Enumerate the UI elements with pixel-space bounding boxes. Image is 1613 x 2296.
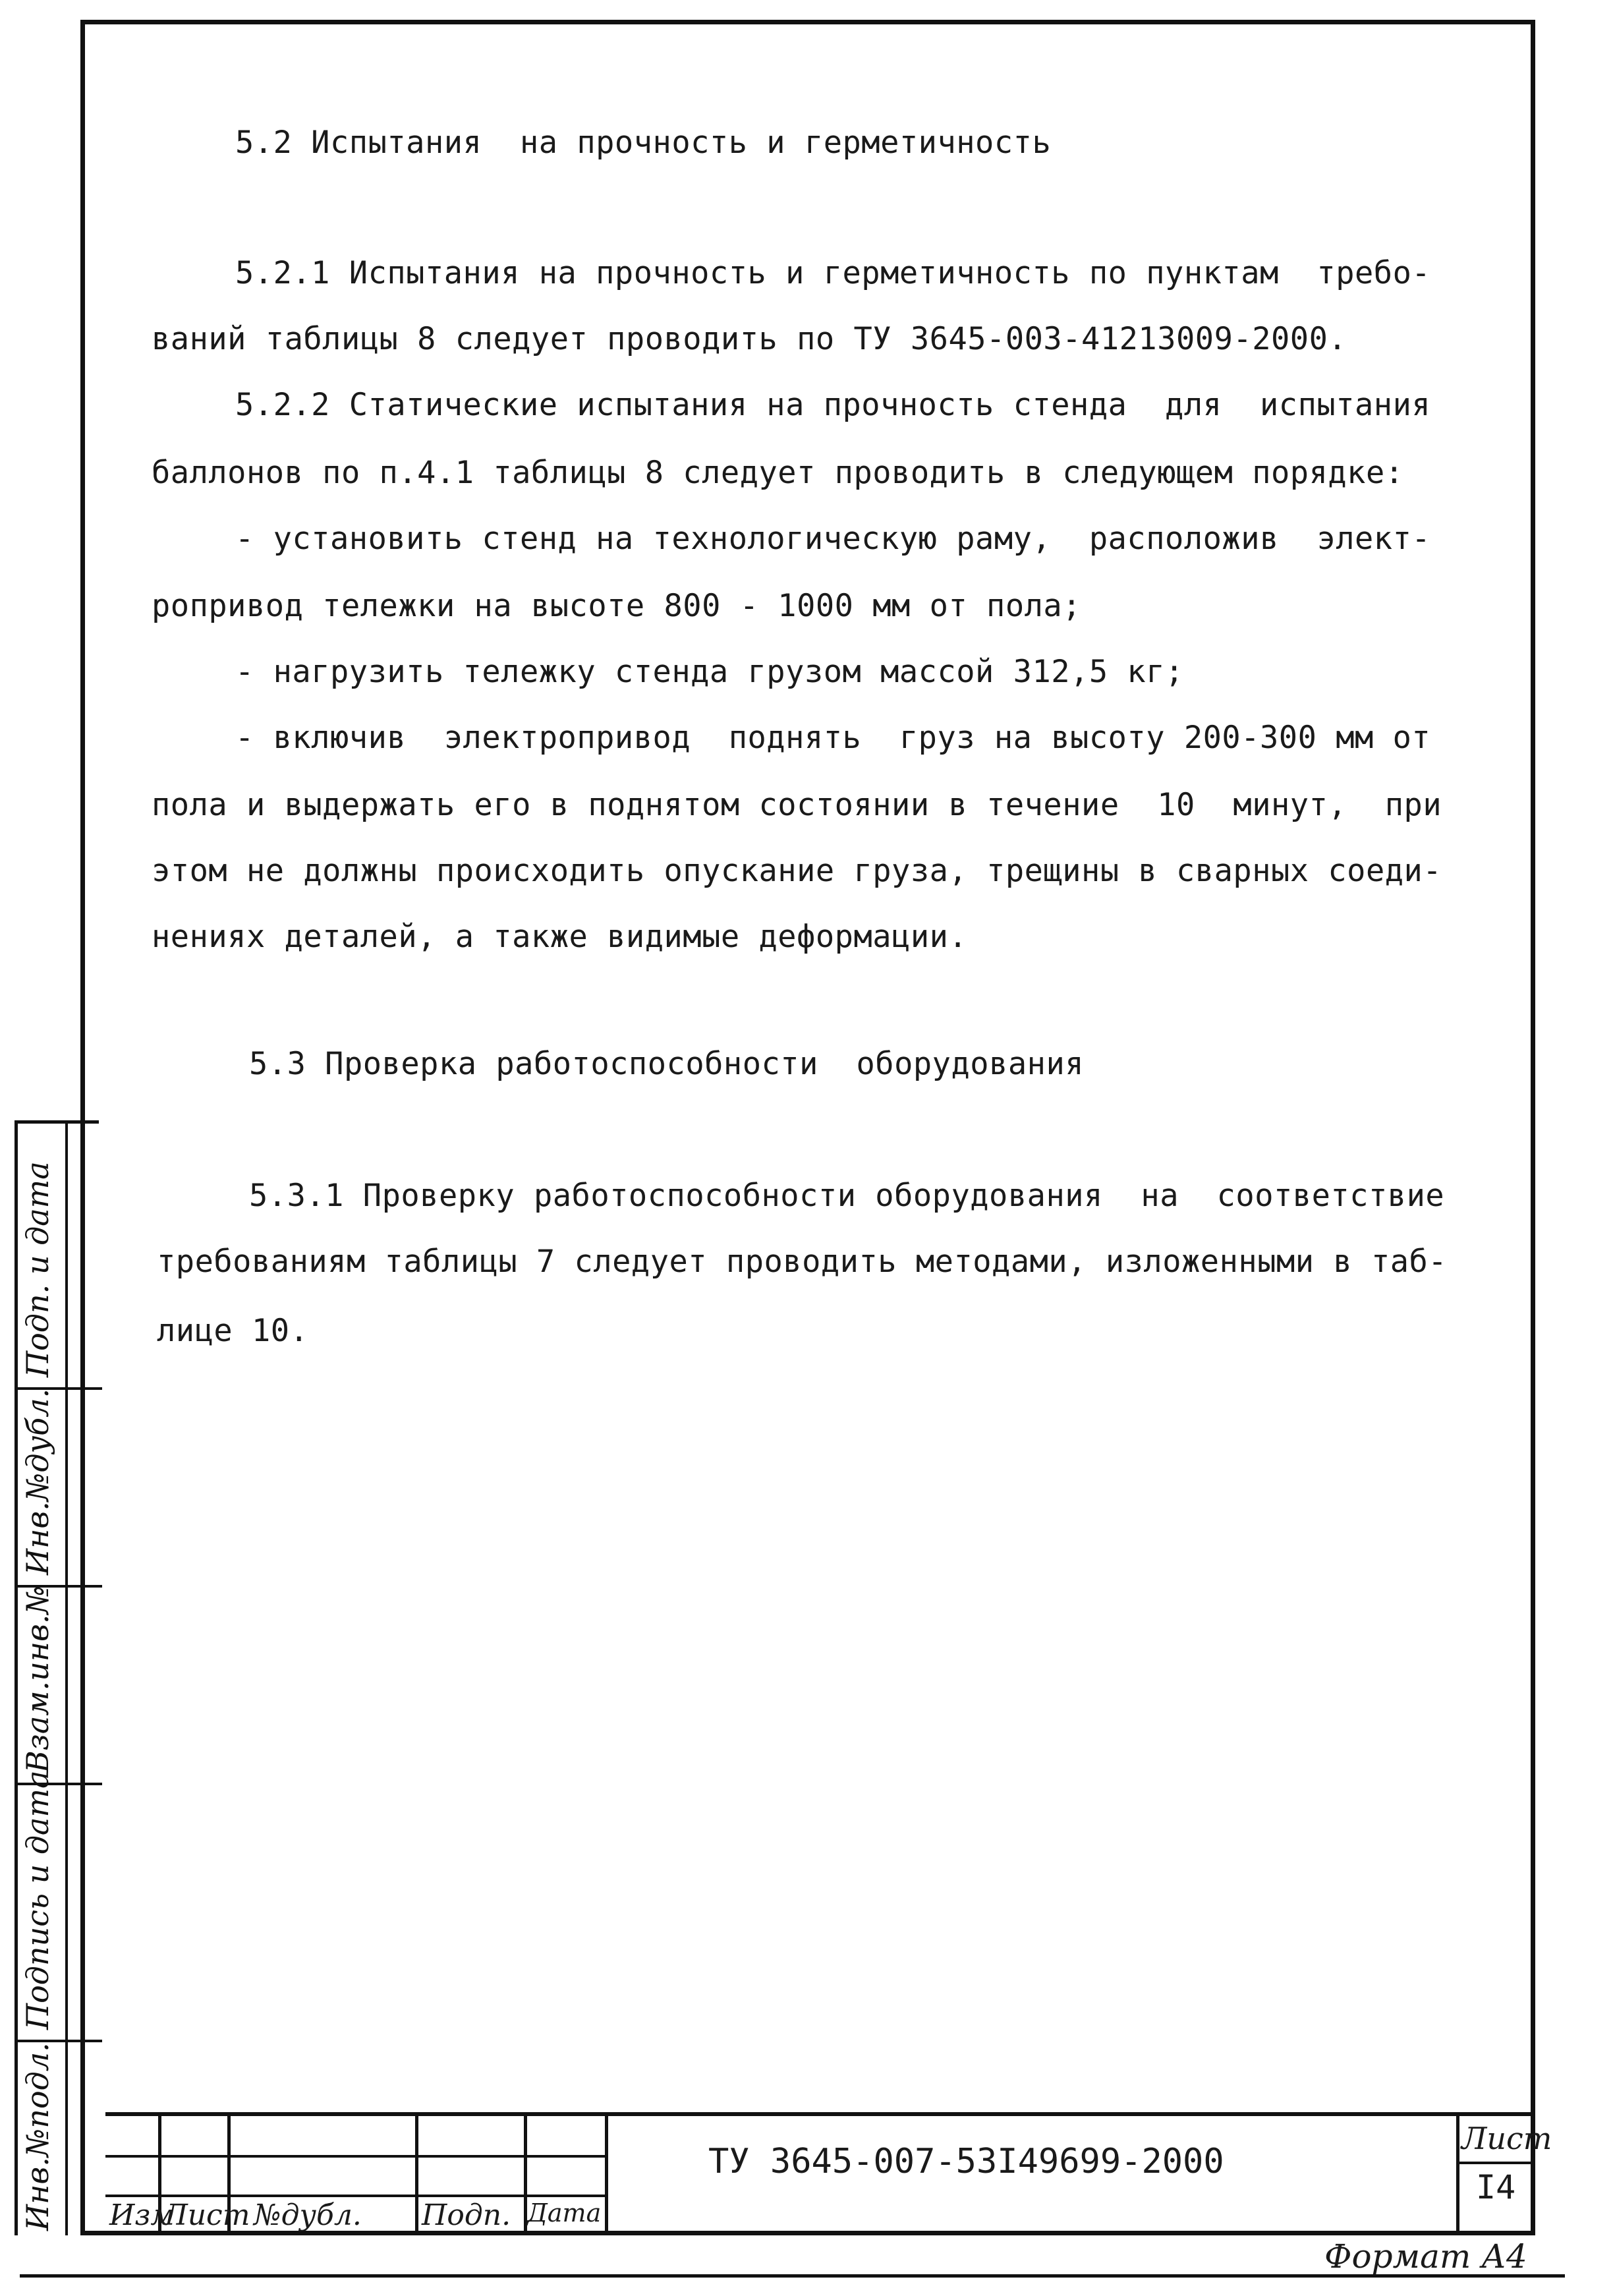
paragraph-5-2-2-line-2: баллонов по п.4.1 таблицы 8 следует проводить в следующем порядке:	[152, 455, 1404, 491]
side-label-vzam-inv: Взам.инв.№	[20, 1586, 55, 1773]
title-block-list-label: Лист	[163, 2198, 250, 2232]
title-block-izm-label: Изм	[109, 2198, 175, 2232]
title-block-ndokum-label: №дубл.	[254, 2198, 362, 2232]
side-stamp-divider-vertical	[65, 1124, 68, 2235]
bullet-3-line-3: этом не должны происходить опускание груза, трещины в сварных соеди-	[152, 853, 1442, 889]
side-label-podp-data: Подп. и дата	[20, 1161, 55, 1377]
paragraph-5-3-1-line-3: лице 10.	[157, 1313, 309, 1349]
title-block-podp-label: Подп.	[422, 2198, 511, 2232]
title-block-col-line	[605, 2112, 608, 2235]
paragraph-5-2-2-line-1: 5.2.2 Статические испытания на прочность стенда для испытания	[235, 387, 1431, 423]
title-block-col-line	[415, 2112, 418, 2235]
section-heading-5-3: 5.3 Проверка работоспособности оборудования	[249, 1046, 1085, 1082]
format-label: Формат А4	[1324, 2237, 1527, 2276]
bullet-3-line-2: пола и выдержать его в поднятом состоянии в течение 10 минут, при	[152, 787, 1442, 823]
paragraph-5-3-1-line-2: требованиям таблицы 7 следует проводить методами, изложенными в таб-	[157, 1244, 1448, 1280]
section-heading-5-2: 5.2 Испытания на прочность и герметичность	[235, 125, 1052, 161]
bullet-3-line-4: нениях деталей, а также видимые деформации.	[152, 919, 968, 955]
sheet-number: I4	[1476, 2168, 1516, 2206]
paragraph-5-3-1-line-1: 5.3.1 Проверку работоспособности оборудования на соответствие	[249, 1178, 1445, 1214]
paragraph-5-2-1-line-2: ваний таблицы 8 следует проводить по ТУ 3645-003-41213009-2000.	[152, 321, 1347, 357]
side-label-inv-podl: Инв.№подл.	[20, 2042, 55, 2231]
title-block-row-line	[1456, 2162, 1535, 2164]
title-block-row-line	[105, 2155, 606, 2158]
title-block-col-line	[1456, 2112, 1459, 2235]
side-label-inv-dubl: Инв.№дубл.	[20, 1388, 55, 1575]
sheet-label: Лист	[1461, 2121, 1552, 2156]
side-label-podpis-data: Подпись и дата	[20, 1770, 55, 2030]
bullet-3-line-1: - включив электропривод поднять груз на высоту 200-300 мм от	[235, 720, 1431, 756]
bullet-2-line-1: - нагрузить тележку стенда грузом массой 312,5 кг;	[235, 654, 1184, 690]
paragraph-5-2-1-line-1: 5.2.1 Испытания на прочность и герметичность по пунктам требо-	[235, 255, 1431, 291]
bullet-1-line-2: ропривод тележки на высоте 800 - 1000 мм от пола;	[152, 588, 1082, 624]
bullet-1-line-1: - установить стенд на технологическую раму, расположив элект-	[235, 521, 1431, 557]
title-block-row-line	[105, 2195, 606, 2197]
title-block-data-label: Дата	[527, 2198, 602, 2227]
document-number: ТУ 3645-007-53I49699-2000	[708, 2142, 1224, 2181]
